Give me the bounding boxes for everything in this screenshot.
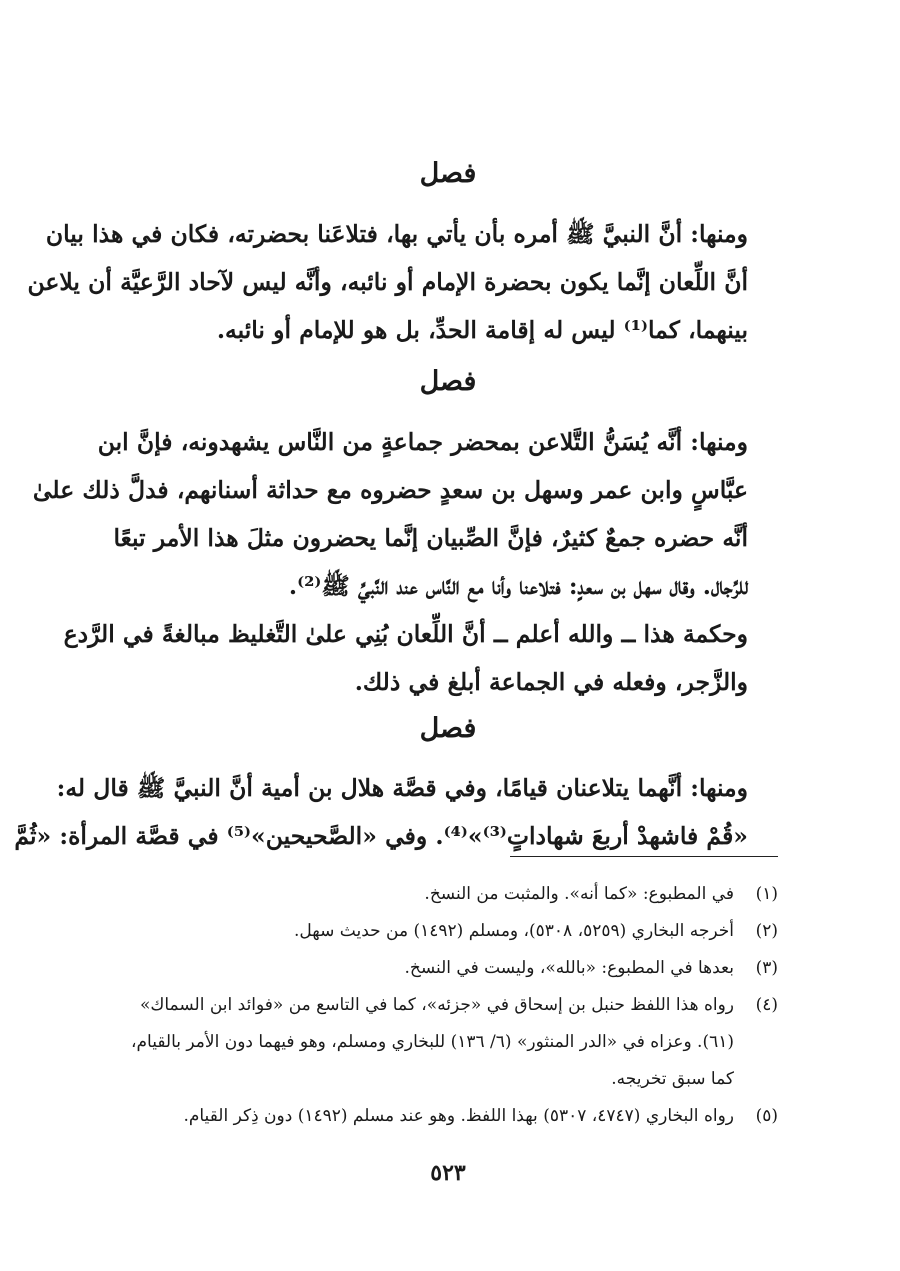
footnote: [118, 1098, 778, 1135]
page-number: ٥٢٣: [430, 1160, 466, 1186]
footnote-number: (١): [755, 884, 778, 904]
footnote-number: (٥): [755, 1106, 778, 1126]
footnote-text: بعدها في المطبوع: «بالله»، وليست في النسخ.: [404, 958, 734, 978]
text-line: بينهما، كما⁽¹⁾ ليس له إقامة الحدِّ، بل هو للإمام أو نائبه.: [216, 316, 748, 344]
footnote-number: (٣): [755, 958, 778, 978]
text-line: ومنها: أنَّ النبيَّ ﷺ أمره بأن يأتي بها، فتلاعَنا بحضرته، فكان في هذا بيان: [45, 220, 748, 248]
section-paragraph: [14, 764, 778, 860]
section-paragraph: [32, 418, 778, 706]
footnote-number: (٢): [755, 921, 778, 941]
footnote: [118, 987, 778, 1098]
text-line: «قُمْ فاشهدْ أربعَ شهاداتٍ⁽³⁾»⁽⁴⁾. وفي «الصَّحيحين»⁽⁵⁾ في قصَّة المرأة: «ثُمَّ: [14, 822, 748, 850]
section-heading: فصل: [419, 713, 477, 744]
footnote: [118, 950, 778, 987]
text-line: ومنها: أنَّه يُسَنُّ التَّلاعن بمحضر جماعةٍ من النَّاس يشهدونه، فإنَّ ابن: [97, 428, 748, 456]
text-line: أنَّه حضره جمعٌ كثيرٌ، فإنَّ الصِّبيان إنَّما يحضرون مثلَ هذا الأمر تبعًا: [113, 524, 748, 552]
text-line: والزَّجر، وفعله في الجماعة أبلغ في ذلك.: [354, 668, 748, 696]
book-page: [14, 0, 778, 1271]
section-paragraph: [27, 210, 778, 354]
footnote-text: رواه هذا اللفظ حنبل بن إسحاق في «جزئه»، كما في التاسع من «فوائد ابن السماك» (٦١). وعزاه في «الدر المنثور» (٦/ ١٣٦) للبخاري ومسلم، وهو فيهما دون الأمر بالقيام، كما سبق تخريجه.: [131, 995, 734, 1089]
footnote-text: رواه البخاري (٤٧٤٧، ٥٣٠٧) بهذا اللفظ. وهو عند مسلم (١٤٩٢) دون ذِكر القيام.: [183, 1106, 734, 1126]
footnote-text: أخرجه البخاري (٥٢٥٩، ٥٣٠٨)، ومسلم (١٤٩٢) من حديث سهل.: [294, 921, 734, 941]
footnote-separator: [510, 856, 778, 857]
footnote: [118, 876, 778, 913]
text-line: ومنها: أنَّهما يتلاعنان قيامًا، وفي قصَّة هلال بن أمية أنَّ النبيَّ ﷺ قال له:: [56, 774, 748, 802]
footnote-number: (٤): [755, 995, 778, 1015]
text-line: عبَّاسٍ وابن عمر وسهل بن سعدٍ حضروه مع حداثة أسنانهم، فدلَّ ذلك علىٰ: [32, 476, 748, 504]
footnote-text: في المطبوع: «كما أنه». والمثبت من النسخ.: [424, 884, 734, 904]
section-heading: فصل: [419, 158, 477, 189]
text-line: وحكمة هذا ــ والله أعلم ــ أنَّ اللِّعان بُنِي علىٰ التَّغليظ مبالغةً في الرَّدع: [63, 620, 748, 648]
footnotes-list: [118, 876, 778, 1135]
text-line: أنَّ اللِّعان إنَّما يكون بحضرة الإمام أو نائبه، وأنَّه ليس لآحاد الرَّعيَّة أن يلاعن: [27, 268, 748, 296]
text-line: للرِّجال. وقال سهل بن سعدٍ: فتلاعنا وأنا مع النَّاس عند النَّبيِّ ﷺ⁽²⁾.: [288, 572, 748, 600]
footnote: [118, 913, 778, 950]
section-heading: فصل: [419, 366, 477, 397]
